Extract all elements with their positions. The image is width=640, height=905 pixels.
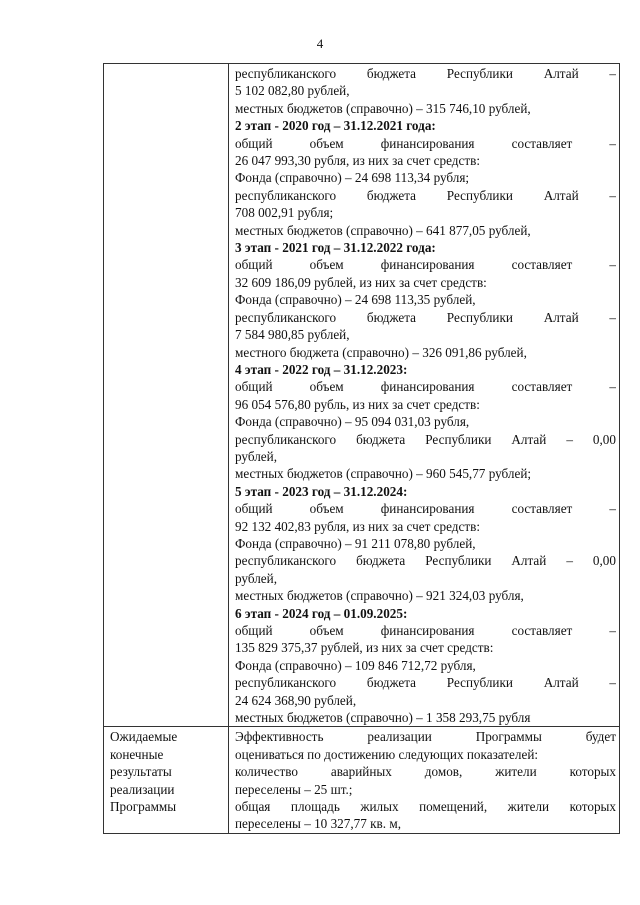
- text-line: Фонда (справочно) – 24 698 113,34 рубля;: [235, 170, 470, 186]
- text-line: местных бюджетов (справочно) – 1 358 293,75 рубля: [235, 710, 531, 726]
- text-line: рублей,: [235, 570, 278, 586]
- expected-results-label-cell: [104, 727, 229, 833]
- funding-row: [104, 64, 620, 727]
- text-line: республиканского бюджета Республики Алтай – 0,00: [235, 431, 616, 447]
- text-line: общий объем финансирования составляет –: [235, 501, 616, 517]
- text-line: общий объем финансирования составляет –: [235, 135, 616, 151]
- funding-volume-cell: [229, 64, 620, 727]
- label-line: результаты: [110, 764, 172, 780]
- text-line: Фонда (справочно) – 91 211 078,80 рублей,: [235, 535, 476, 551]
- text-line: Фонда (справочно) – 109 846 712,72 рубля,: [235, 657, 476, 673]
- text-line: переселены – 25 шт.;: [235, 781, 353, 797]
- page-number: 4: [316, 36, 324, 51]
- text-line: местных бюджетов (справочно) – 315 746,10 рублей,: [235, 100, 531, 116]
- label-line: реализации: [110, 781, 175, 797]
- text-line: республиканского бюджета Республики Алтай –: [235, 187, 616, 203]
- text-line: общий объем финансирования составляет –: [235, 623, 616, 638]
- text-line: республиканского бюджета Республики Алтай –: [235, 309, 616, 325]
- text-line: 24 624 368,90 рублей,: [235, 692, 357, 708]
- expected-results-row: [104, 727, 620, 833]
- text-line: местных бюджетов (справочно) – 960 545,77 рублей;: [235, 466, 532, 482]
- label-line: конечные: [110, 746, 164, 762]
- text-line: республиканского бюджета Республики Алтай –: [235, 66, 616, 81]
- text-line: оцениваться по достижению следующих показателей:: [235, 746, 539, 762]
- text-line: 32 609 186,09 рублей, из них за счет средств:: [235, 274, 487, 290]
- expected-results-content-cell: [229, 727, 620, 833]
- text-line: Фонда (справочно) – 24 698 113,35 рублей,: [235, 292, 476, 308]
- stage-heading: 4 этап - 2022 год – 31.12.2023:: [235, 361, 408, 377]
- text-line: общая площадь жилых помещений, жители которых: [235, 799, 616, 815]
- funding-label-cell: [104, 64, 229, 727]
- text-line: 26 047 993,30 рубля, из них за счет средств:: [235, 153, 480, 169]
- text-line: местных бюджетов (справочно) – 641 877,05 рублей,: [235, 222, 531, 238]
- text-line: переселены – 10 327,77 кв. м,: [235, 816, 402, 832]
- stage-heading: 6 этап - 2024 год – 01.09.2025:: [235, 605, 408, 621]
- text-line: Эффективность реализации Программы будет: [235, 729, 616, 745]
- text-line: общий объем финансирования составляет –: [235, 379, 616, 395]
- text-line: 92 132 402,83 рубля, из них за счет средств:: [235, 518, 480, 534]
- text-line: местного бюджета (справочно) – 326 091,86 рублей,: [235, 344, 527, 360]
- text-line: 96 054 576,80 рубль, из них за счет средств:: [235, 396, 480, 412]
- text-line: Фонда (справочно) – 95 094 031,03 рубля,: [235, 414, 470, 430]
- text-line: 5 102 082,80 рублей,: [235, 83, 350, 99]
- text-line: местных бюджетов (справочно) – 921 324,03 рубля,: [235, 588, 524, 604]
- label-line: Ожидаемые: [110, 729, 178, 745]
- text-line: республиканского бюджета Республики Алтай –: [235, 675, 616, 691]
- stage-heading: 3 этап - 2021 год – 31.12.2022 года:: [235, 240, 436, 256]
- text-line: республиканского бюджета Республики Алтай – 0,00: [235, 553, 616, 569]
- text-line: рублей,: [235, 448, 278, 464]
- text-line: 708 002,91 рубля;: [235, 205, 334, 221]
- stage-heading: 5 этап - 2023 год – 31.12.2024:: [235, 483, 408, 499]
- label-line: Программы: [110, 799, 177, 815]
- text-line: 135 829 375,37 рублей, из них за счет средств:: [235, 640, 494, 656]
- text-line: 7 584 980,85 рублей,: [235, 327, 350, 343]
- stage-heading: 2 этап - 2020 год – 31.12.2021 года:: [235, 118, 436, 134]
- program-passport-table: [103, 63, 620, 834]
- text-line: количество аварийных домов, жители которых: [235, 764, 616, 780]
- text-line: общий объем финансирования составляет –: [235, 257, 616, 273]
